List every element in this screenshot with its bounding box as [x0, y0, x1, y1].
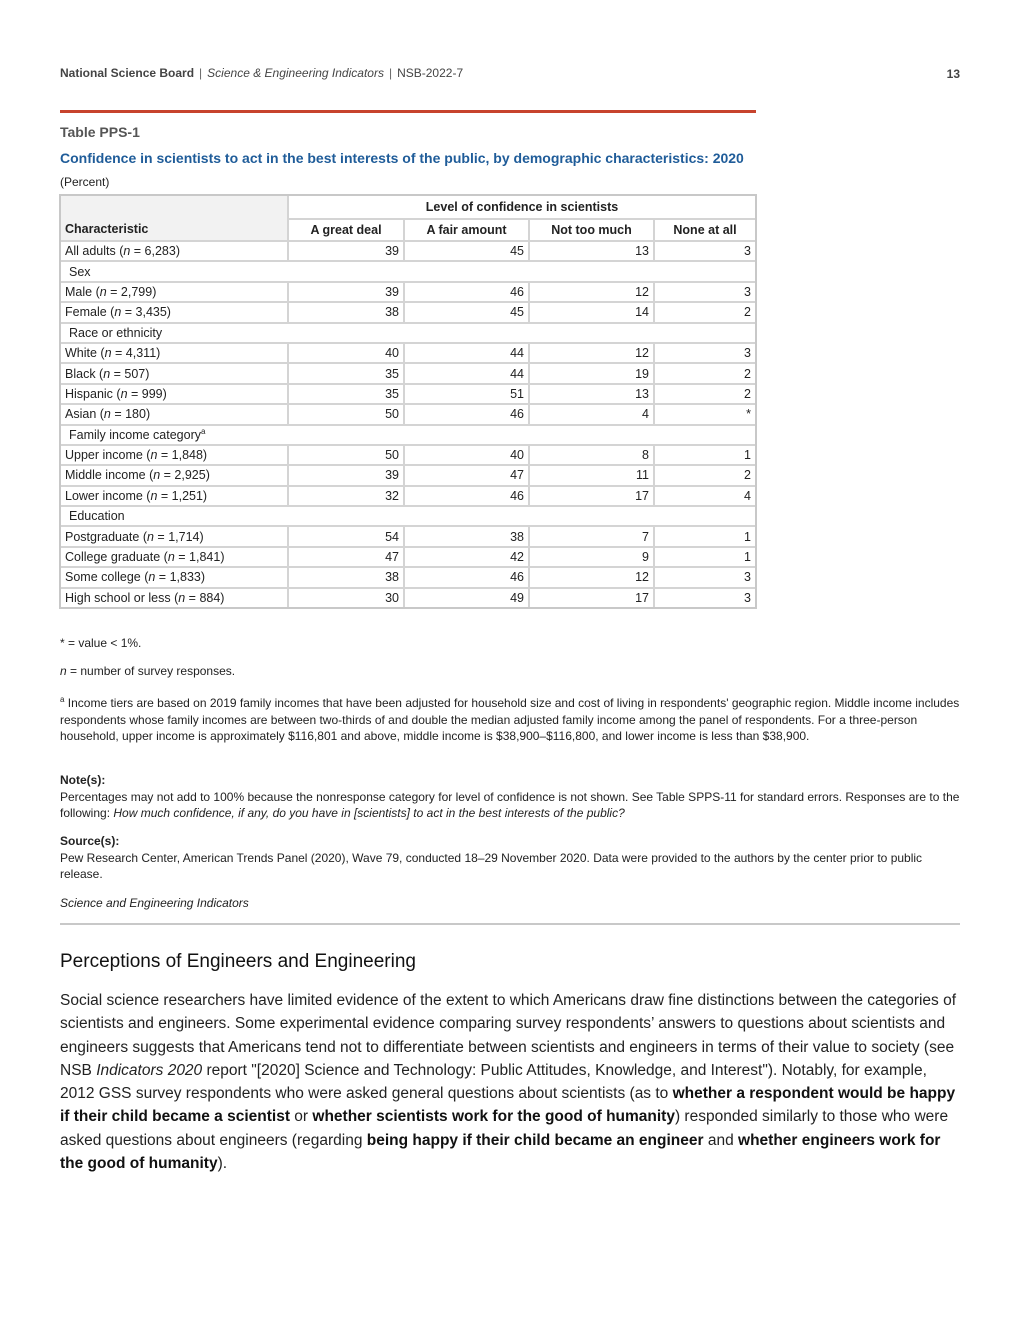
paragraph-bold: being happy if their child became an engineer [366, 1131, 704, 1149]
page-number: 13 [946, 67, 960, 81]
table-row [61, 487, 755, 507]
section-label [61, 324, 755, 344]
section-text: Education [69, 509, 125, 524]
table-row [61, 242, 755, 262]
table-row [61, 405, 755, 425]
table-cell: 45 [405, 242, 530, 262]
notes-text: Percentages may not add to 100% because the nonresponse category for level of confidence is not shown. See Table SPPS-11 for standard errors. Responses are to the following: [60, 789, 960, 820]
n-variable: n [148, 570, 156, 585]
table-row [61, 303, 755, 323]
section-text: Family income category [69, 427, 201, 442]
n-variable: n [60, 664, 67, 678]
table-cell: 49 [405, 589, 530, 607]
table-row [61, 446, 755, 466]
table-cell: 2 [655, 385, 755, 405]
row-label [61, 589, 289, 607]
n-variable: n [123, 244, 131, 259]
paragraph-text: report "[2020] Science and Technology: Public Attitudes, Knowledge, and Interest"). Notably, for example, 2012 GSS survey respondents who were asked general questions about scientists (as to [60, 1061, 927, 1103]
table-cell: 13 [530, 385, 655, 405]
table-cell: 46 [405, 405, 530, 425]
table-cell: 19 [530, 364, 655, 384]
n-variable: n [103, 366, 111, 381]
body-paragraph [60, 989, 960, 1175]
table-cell: 47 [405, 466, 530, 486]
table-cell: 35 [289, 385, 405, 405]
footnote-a [60, 695, 960, 745]
table-title: Confidence in scientists to act in the best interests of the public, by demographic characteristics: 2020 [60, 150, 744, 166]
row-label-text: Some college ( [65, 570, 149, 585]
table-cell: 17 [530, 487, 655, 507]
n-variable: n [167, 550, 175, 565]
header-separator: | [388, 66, 393, 80]
row-label [61, 364, 289, 384]
table-cell: 7 [530, 527, 655, 547]
table-row [61, 385, 755, 405]
header-separator: | [199, 66, 203, 80]
n-variable: n [99, 284, 107, 299]
n-variable: n [150, 488, 158, 503]
paragraph-text: ). [217, 1155, 228, 1173]
table-cell: 4 [655, 487, 755, 507]
footnote-marker: a [60, 695, 65, 704]
table-cell: 39 [289, 466, 405, 486]
table-cell: 50 [289, 405, 405, 425]
table-row [61, 589, 755, 607]
table-cell: 12 [530, 568, 655, 588]
paragraph-bold: whether scientists work for the good of humanity [312, 1108, 675, 1126]
row-label [61, 487, 289, 507]
row-label-text: All adults ( [65, 244, 124, 259]
footnote-n-text: = number of survey responses. [66, 664, 236, 678]
table-cell: 50 [289, 446, 405, 466]
section-divider [60, 923, 960, 925]
table-cell: 3 [655, 242, 755, 262]
row-label [61, 242, 289, 262]
table-cell: 44 [405, 344, 530, 364]
table-cell: * [655, 405, 755, 425]
section-text: Race or ethnicity [69, 325, 163, 340]
paragraph-bold: whether engineers work for the good of humanity [60, 1131, 941, 1173]
footnote-a-text: Income tiers are based on 2019 family incomes that have been adjusted for household size and cost of living in respondents' geographic region. Middle income includes respondents whose family incomes are between two-thirds of and double the median adjusted family income among the panel of respondents. For a three-person household, upper income is approximately $116,801 and above, middle income is $38,900–$116,800, and lower income is less than $38,900. [60, 696, 960, 743]
table-top-rule [60, 110, 756, 113]
table-cell: 54 [289, 527, 405, 547]
section-label [61, 262, 755, 282]
n-variable: n [103, 407, 111, 422]
notes-label: Note(s): [60, 773, 106, 787]
n-variable: n [104, 346, 112, 361]
table-cell: 8 [530, 446, 655, 466]
row-label [61, 548, 289, 568]
table-cell: 3 [744, 590, 751, 605]
row-label-text: Male ( [65, 284, 100, 299]
section-row [61, 507, 755, 527]
row-label-text: = 1,714) [153, 529, 204, 544]
footnote-n [60, 663, 960, 680]
table-cell: 39 [289, 283, 405, 303]
paragraph-text: ) responded similarly to those who were asked questions about engineers (regarding [60, 1108, 949, 1149]
row-label-text: Asian ( [65, 407, 104, 422]
table-cell: 2 [655, 303, 755, 323]
row-label [61, 568, 289, 588]
n-variable: n [147, 529, 154, 544]
table-cell: 40 [405, 446, 530, 466]
table-cell: 1 [655, 446, 755, 466]
table-cell: 11 [530, 466, 655, 486]
row-label [61, 466, 289, 486]
table-label: Table PPS-1 [60, 124, 140, 140]
table-cell: 51 [405, 385, 530, 405]
section-row [61, 262, 755, 282]
row-label [61, 283, 289, 303]
table-cell: 44 [405, 364, 530, 384]
section-label [61, 507, 755, 527]
paragraph-text: and [703, 1131, 739, 1149]
table-row [61, 568, 755, 588]
table-cell: 30 [289, 589, 405, 607]
table-cell: 47 [289, 548, 405, 568]
table-cell: 45 [405, 303, 530, 323]
row-label-text: = 4,311) [111, 346, 161, 361]
table-cell: 46 [405, 487, 530, 507]
table-cell: 3 [655, 283, 755, 303]
table-cell: 1 [655, 548, 755, 568]
row-label [61, 385, 289, 405]
row-label-text: Upper income ( [65, 448, 151, 463]
sources [60, 833, 960, 883]
paragraph-bold: whether a respondent would be happy if their child became a scientist [60, 1085, 956, 1126]
row-label-text: = 3,435) [121, 305, 171, 320]
table-cell: 14 [530, 303, 655, 323]
section-row [61, 426, 755, 446]
table-cell: 35 [289, 364, 405, 384]
credit-line: Science and Engineering Indicators [60, 896, 249, 910]
column-header: A fair amount [405, 220, 530, 242]
column-header: None at all [655, 220, 755, 242]
paragraph-text: Social science researchers have limited evidence of the extent to which Americans draw fine distinctions between the categories of scientists and engineers. Some experimental evidence comparing survey respondents’ answers to questions about scientists and engineers suggests that Americans tend not to differentiate between scientists and engineers in terms of their value to society (see NSB [60, 992, 957, 1079]
table-unit: (Percent) [60, 175, 110, 189]
table-cell: 39 [289, 242, 405, 262]
notes-question: How much confidence, if any, do you have in [scientists] to act in the best interests of the public? [113, 806, 625, 820]
source-text: Pew Research Center, American Trends Panel (2020), Wave 79, conducted 18–29 November 2020. Data were provided to the authors by the center prior to public release. [60, 850, 923, 881]
row-label-text: Black ( [65, 366, 104, 381]
table-cell: 9 [530, 548, 655, 568]
row-label [61, 405, 289, 425]
row-label [61, 527, 289, 547]
table-row [61, 466, 755, 486]
table-row [61, 364, 755, 384]
source-label: Source(s): [60, 834, 120, 848]
page-header [60, 66, 960, 82]
section-text: Sex [69, 264, 91, 279]
paragraph-italic: Indicators 2020 [96, 1061, 203, 1079]
row-label-text: Middle income ( [65, 468, 154, 483]
n-variable: n [150, 448, 158, 463]
table-cell: 3 [655, 568, 755, 588]
n-variable: n [114, 305, 122, 320]
table-cell: 4 [530, 405, 655, 425]
table-cell: 38 [289, 568, 405, 588]
row-label-text: = 2,799) [106, 284, 157, 299]
row-label-text: White ( [65, 346, 105, 361]
table-cell: 40 [289, 344, 405, 364]
table-cell: 38 [405, 527, 530, 547]
column-header: A great deal [289, 220, 405, 242]
row-label [61, 344, 289, 364]
table-cell: 3 [655, 344, 755, 364]
row-label [61, 446, 289, 466]
header-report-id: NSB-2022-7 [397, 66, 464, 80]
characteristic-header: Characteristic [61, 196, 289, 242]
table-row [61, 344, 755, 364]
row-label-text: = 1,251) [157, 488, 208, 503]
row-label [61, 303, 289, 323]
row-label-text: = 180) [110, 407, 151, 422]
notes [60, 772, 960, 822]
n-variable: n [178, 590, 186, 605]
table-cell: 46 [405, 283, 530, 303]
row-label-text: = 1,833) [155, 570, 206, 585]
row-label-text: = 884) [185, 590, 225, 605]
row-label-text: Lower income ( [65, 488, 151, 503]
footnote-star: * = value < 1%. [60, 636, 142, 650]
table-cell: 42 [405, 548, 530, 568]
row-label-text: = 999) [127, 386, 167, 401]
row-label-text: Postgraduate ( [65, 529, 147, 544]
table-body [61, 242, 755, 607]
section-label [61, 426, 755, 446]
column-header: Not too much [530, 220, 655, 242]
header-publication: Science & Engineering Indicators [207, 66, 384, 80]
row-label-text: Female ( [65, 305, 115, 320]
n-variable: n [153, 468, 161, 483]
row-label-text: = 507) [110, 366, 150, 381]
row-label-text: = 1,848) [157, 448, 208, 463]
table-cell: 2 [655, 466, 755, 486]
table-cell: 12 [530, 344, 655, 364]
table-cell: 1 [655, 527, 755, 547]
table-row [61, 548, 755, 568]
header-org: National Science Board [60, 66, 195, 80]
table-cell: 13 [530, 242, 655, 262]
table-row [61, 527, 755, 547]
footnote-marker: a [201, 426, 206, 436]
paragraph-text: or [290, 1108, 313, 1126]
row-label-text: = 2,925) [160, 468, 210, 483]
section-row [61, 324, 755, 344]
table-cell: 12 [530, 283, 655, 303]
section-heading: Perceptions of Engineers and Engineering [60, 951, 416, 972]
table-row [61, 283, 755, 303]
row-label-text: High school or less ( [65, 590, 179, 605]
confidence-group-header: Level of confidence in scientists [289, 196, 755, 220]
row-label-text: Hispanic ( [65, 386, 121, 401]
n-variable: n [120, 386, 128, 401]
row-label-text: College graduate ( [65, 550, 168, 565]
table-cell: 32 [289, 487, 405, 507]
table-cell: 46 [405, 568, 530, 588]
table-cell: 2 [655, 364, 755, 384]
table-cell: 17 [530, 589, 655, 607]
row-label-text: = 6,283) [130, 244, 181, 259]
row-label-text: = 1,841) [174, 550, 225, 565]
table-cell: 38 [289, 303, 405, 323]
data-table [59, 194, 757, 609]
